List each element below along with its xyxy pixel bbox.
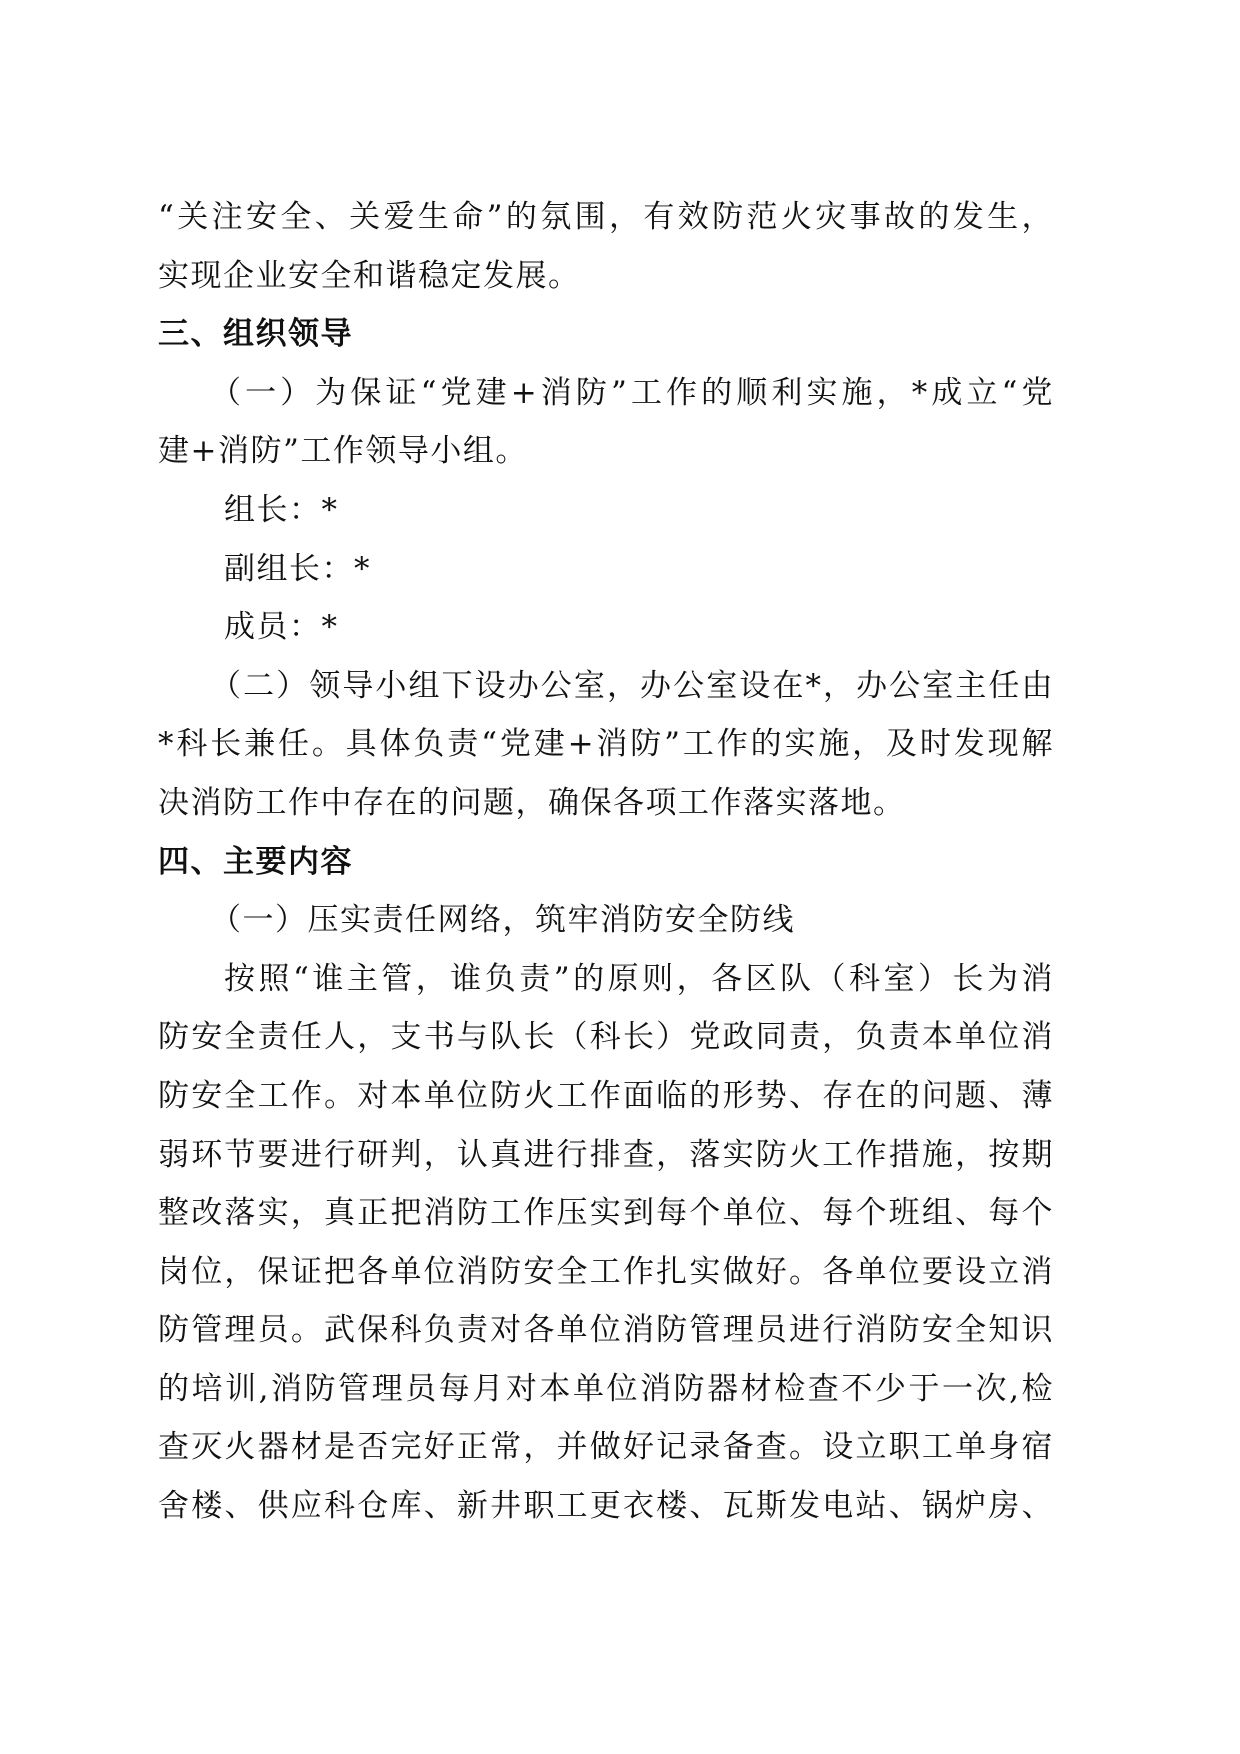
para-4-1-line-5: 整改落实，真正把消防工作压实到每个单位、每个班组、每个: [158, 1195, 1054, 1232]
para-4-1-line-1: 按照“谁主管，谁负责”的原则，各区队（科室）长为消: [224, 960, 1054, 997]
para-4-1-line-10: 舍楼、供应科仓库、新井职工更衣楼、瓦斯发电站、锅炉房、: [158, 1488, 1054, 1525]
para-3-2-line-3: 决消防工作中存在的问题，确保各项工作落实落地。: [158, 784, 906, 821]
leader-line: 组长：*: [224, 491, 339, 528]
document-body: [158, 188, 1054, 1536]
intro-line-1: “关注安全、关爱生命”的氛围，有效防范火灾事故的发生，: [158, 199, 1054, 235]
para-4-1-line-6: 岗位，保证把各单位消防安全工作扎实做好。各单位要设立消: [158, 1253, 1054, 1290]
section-heading-4: 四、主要内容: [158, 843, 353, 880]
members-line: 成员：*: [224, 609, 339, 646]
para-3-1-line-2: 建+消防”工作领导小组。: [158, 433, 528, 470]
para-4-1-line-2: 防安全责任人，支书与队长（科长）党政同责，负责本单位消: [158, 1019, 1054, 1056]
para-4-1-line-7: 防管理员。武保科负责对各单位消防管理员进行消防安全知识: [158, 1312, 1054, 1349]
para-4-1-line-9: 查灭火器材是否完好正常，并做好记录备查。设立职工单身宿: [158, 1429, 1054, 1466]
para-3-2-line-2: *科长兼任。具体负责“党建+消防”工作的实施，及时发现解: [158, 726, 1054, 763]
para-4-1-line-8: 的培训,消防管理员每月对本单位消防器材检查不少于一次,检: [158, 1370, 1054, 1407]
para-4-1-line-3: 防安全工作。对本单位防火工作面临的形势、存在的问题、薄: [158, 1077, 1054, 1114]
para-3-2-line-1: （二）领导小组下设办公室，办公室设在*，办公室主任由: [210, 667, 1054, 704]
para-4-1-line-4: 弱环节要进行研判，认真进行排查，落实防火工作措施，按期: [158, 1136, 1054, 1173]
intro-line-2: 实现企业安全和谐稳定发展。: [158, 257, 581, 294]
subheading-4-1: （一）压实责任网络，筑牢消防安全防线: [210, 902, 795, 939]
para-3-1-line-1: （一）为保证“党建+消防”工作的顺利实施，*成立“党: [210, 374, 1054, 411]
deputy-leader-line: 副组长：*: [224, 550, 371, 587]
section-heading-3: 三、组织领导: [158, 316, 353, 353]
